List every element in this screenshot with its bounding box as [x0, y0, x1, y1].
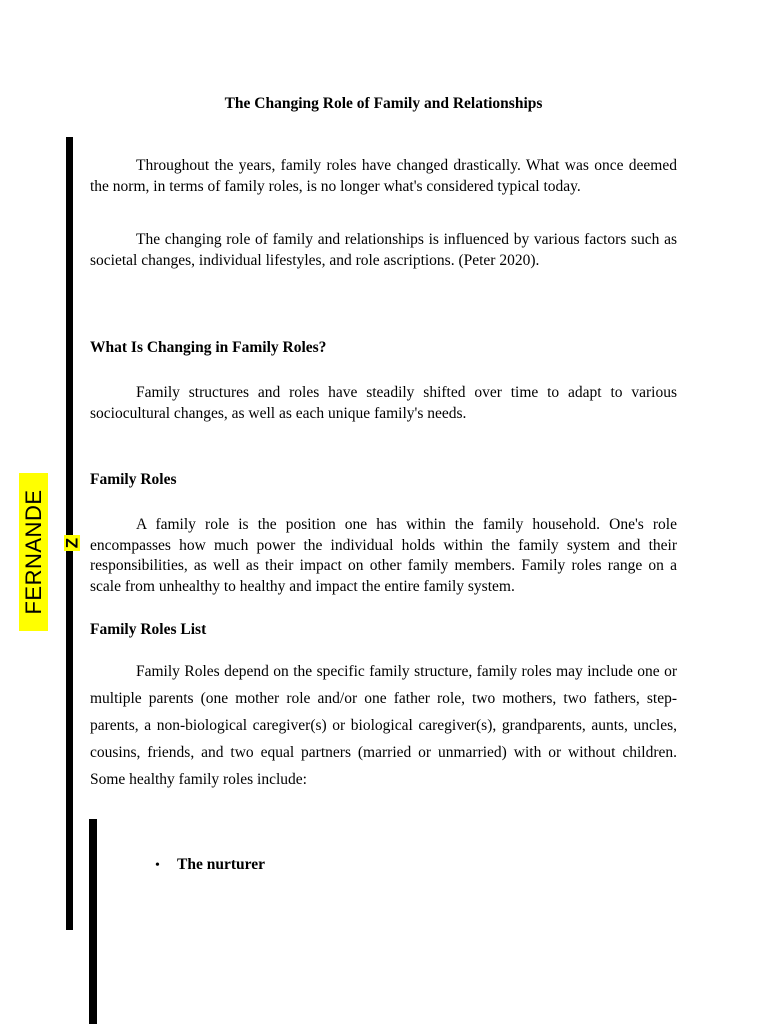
- watermark-overflow-letter: [64, 535, 80, 551]
- bottom-margin-bar: [89, 819, 97, 1024]
- section-heading-changing-roles: What Is Changing in Family Roles?: [90, 339, 327, 356]
- bullet-item: • The nurturer: [148, 856, 265, 874]
- section-heading-family-roles-list: Family Roles List: [90, 621, 207, 638]
- section-paragraph-family-roles: A family role is the position one has within the family household. One's role encompasses how much power the individual holds within the family system and their responsibilities, as well as their impact on other family members. Family roles range on a scale from unhealthy to healthy and impact the entire family system.: [90, 516, 677, 595]
- section-heading-family-roles: Family Roles: [90, 471, 177, 488]
- section-paragraph-family-roles-list: Family Roles depend on the specific family structure, family roles may include one or multiple parents (one mother role and/or one father role, two mothers, two fathers, step-parents, a non-biological caregiver(s) or biological caregiver(s), grandparents, aunts, uncles, cousins, friends, and two equal partners (married or unmarried) with or without children. Some healthy family roles include:: [90, 663, 677, 788]
- section-paragraph-changing-roles: Family structures and roles have steadily shifted over time to adapt to various sociocultural changes, as well as each unique family's needs.: [90, 384, 677, 422]
- watermark-label: [19, 473, 48, 631]
- watermark-text: FERNANDE: [20, 489, 46, 615]
- family-roles-bullet-list: [148, 856, 265, 874]
- intro-paragraph-2: The changing role of family and relationships is influenced by various factors such as societal changes, individual lifestyles, and role ascriptions. (Peter 2020).: [90, 231, 677, 269]
- watermark-letter: Z: [62, 537, 82, 549]
- left-margin-bar: [66, 137, 73, 930]
- intro-paragraph-1: Throughout the years, family roles have changed drastically. What was once deemed the norm, in terms of family roles, is no longer what's considered typical today.: [90, 157, 677, 195]
- document-title: The Changing Role of Family and Relationships: [224, 95, 543, 112]
